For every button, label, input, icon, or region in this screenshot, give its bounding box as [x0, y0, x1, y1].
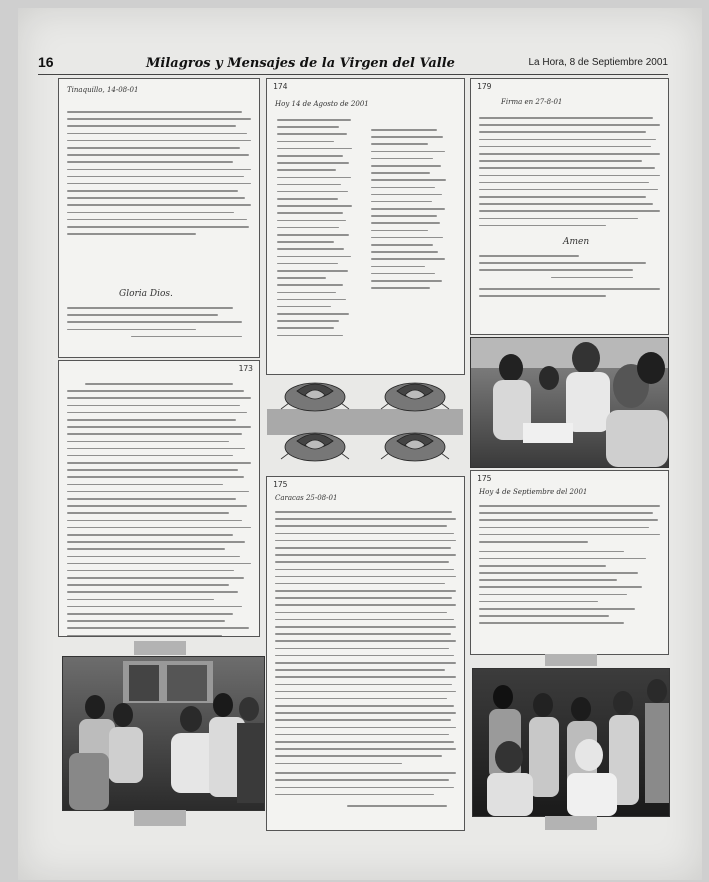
handwritten-text	[275, 511, 456, 813]
letter-tinaquillo	[58, 78, 260, 358]
photo-group-seated	[62, 656, 265, 811]
page-title: Milagros y Mensajes de la Virgen del Valle	[146, 56, 455, 71]
photo-people-seated	[470, 337, 669, 468]
photo-tab	[545, 654, 597, 666]
photo-tab	[134, 810, 186, 826]
letter-signature-block	[67, 307, 251, 343]
letter-closing: Amen	[563, 237, 590, 247]
letter-number: 175	[477, 474, 492, 483]
letter-signatures-list	[266, 78, 465, 375]
names-column-right	[371, 129, 453, 294]
letter-number: 173	[238, 364, 253, 373]
photo-group-standing	[472, 668, 670, 817]
letter-first-line: Hoy 14 de Agosto de 2001	[275, 100, 369, 108]
names-column-left	[277, 119, 359, 342]
photo-image	[471, 338, 668, 467]
page-header	[38, 54, 668, 75]
letter-first-line: Hoy 4 de Septiembre del 2001	[479, 488, 588, 496]
letter-number: 179	[477, 82, 492, 91]
letter-caracas	[266, 476, 465, 831]
letter-first-line: Firma en 27-8-01	[501, 98, 563, 106]
letter-septiembre	[470, 470, 669, 655]
page-number: 16	[38, 54, 54, 70]
photo-image	[63, 657, 264, 810]
letter-number: 174	[273, 82, 288, 91]
letter-first-line: Caracas 25-08-01	[275, 494, 338, 502]
photo-image	[473, 669, 669, 816]
letter-first-line: Tinaquillo, 14-08-01	[67, 86, 139, 94]
photo-tab	[545, 816, 597, 830]
photo-tab	[134, 641, 186, 655]
letter-signature-block	[479, 255, 660, 303]
handwritten-text	[479, 505, 660, 630]
handwritten-text	[67, 111, 251, 240]
publication-date: La Hora, 8 de Septiembre 2001	[528, 57, 668, 68]
rose-decoration	[267, 375, 463, 470]
letter-number: 175	[273, 480, 288, 489]
rose-icon	[281, 383, 449, 461]
letter-group-signatures	[58, 360, 260, 637]
handwritten-text	[479, 117, 660, 232]
handwritten-text	[67, 383, 251, 637]
letter-signed-amen	[470, 78, 669, 335]
letter-closing: Gloria Dios.	[119, 289, 173, 299]
rose-icons	[267, 375, 463, 470]
